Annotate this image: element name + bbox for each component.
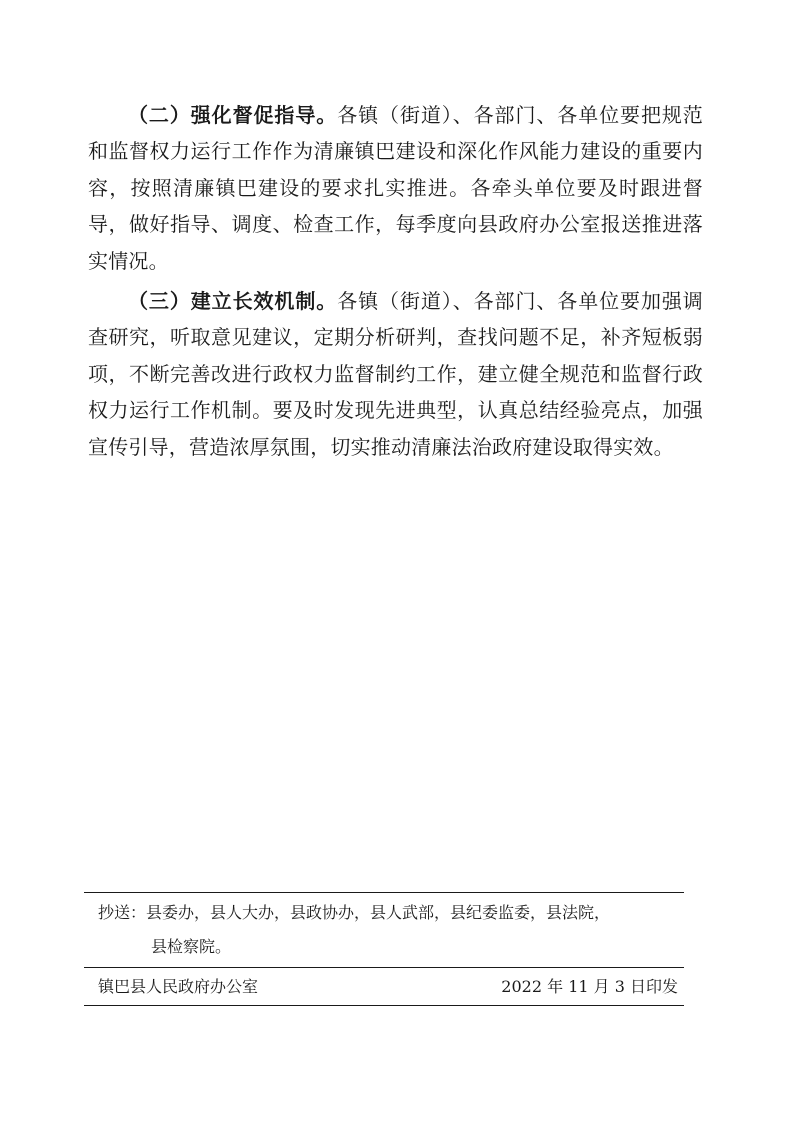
- section-body: 各镇（街道）、各部门、各单位要把规范和监督权力运行工作作为清廉镇巴建设和深化作风能力建设的重要内容，按照清廉镇巴建设的要求扎实推进。各牵头单位要及时跟进督导，做好指导、调度、检查工作，每季度向县政府办公室报送推进落实情况。: [88, 103, 703, 273]
- footer-middle-rule: [84, 967, 684, 968]
- issue-date: 2022 年 11 月 3 日印发: [501, 977, 678, 996]
- cc-line-continued: 县检察院。: [151, 937, 232, 956]
- issuer-row: [98, 972, 678, 1002]
- cc-line: 抄送：县委办，县人大办，县政协办，县人武部，县纪委监委，县法院，: [98, 903, 611, 922]
- section-heading: （三）建立长效机制。: [128, 289, 338, 313]
- section-mechanism-paragraph: [88, 283, 703, 465]
- issuing-office: 镇巴县人民政府办公室: [98, 977, 259, 996]
- footer-top-rule: [84, 892, 684, 893]
- section-body: 各镇（街道）、各部门、各单位要加强调查研究，听取意见建议，定期分析研判，查找问题不足，补齐短板弱项，不断完善改进行政权力监督制约工作，建立健全规范和监督行政权力运行工作机制。要及时发现先进典型，认真总结经验亮点，加强宣传引导，营造浓厚氛围，切实推动清廉法治政府建设取得实效。: [88, 289, 703, 459]
- cc-list: [98, 896, 684, 964]
- footer-bottom-rule: [84, 1005, 684, 1006]
- section-heading: （二）强化督促指导。: [128, 103, 338, 127]
- section-supervision-paragraph: [88, 97, 703, 279]
